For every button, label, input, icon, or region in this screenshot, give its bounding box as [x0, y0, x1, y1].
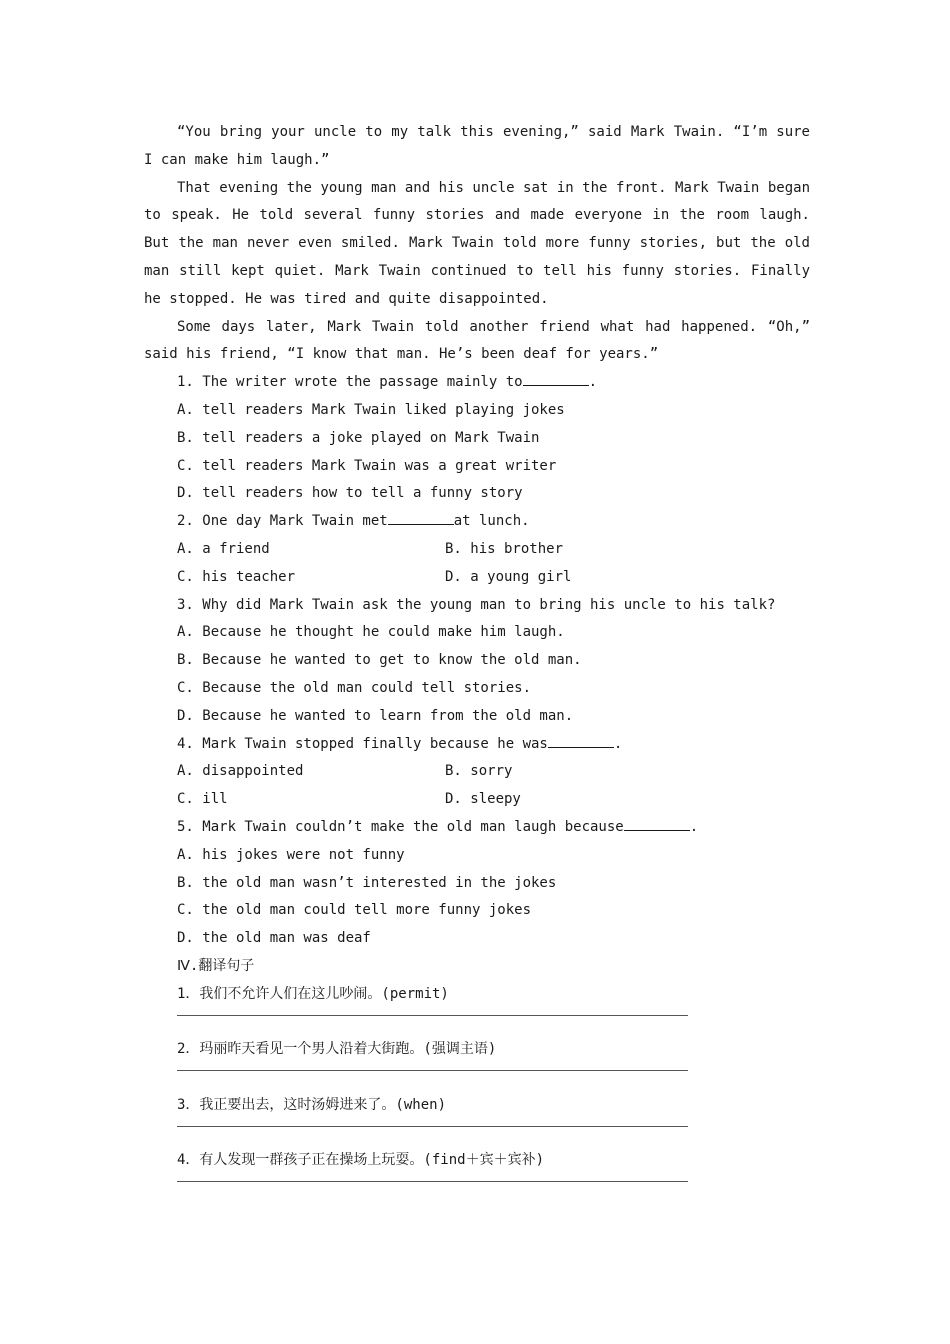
translation-item-4: 4．有人发现一群孩子正在操场上玩耍。(find＋宾＋宾补)	[177, 1152, 544, 1169]
option-c: C. ill	[177, 791, 228, 808]
question-stem: 3. Why did Mark Twain ask the young man to bring his uncle to his talk?	[177, 596, 776, 613]
option-b: B. Because he wanted to get to know the old man.	[177, 652, 582, 669]
options-row	[144, 786, 810, 814]
option-b: B. sorry	[445, 763, 513, 780]
question-stem: 1. The writer wrote the passage mainly to .	[144, 369, 810, 397]
option-c: C. his teacher	[177, 568, 296, 585]
question-stem: 4. Mark Twain stopped finally because he was .	[144, 731, 810, 759]
answer-line[interactable]	[177, 1009, 810, 1037]
option-c: C. the old man could tell more funny jokes	[177, 902, 532, 919]
option-b: B. tell readers a joke played on Mark Twain	[177, 429, 540, 446]
option-b: B. his brother	[445, 540, 564, 557]
document-page	[144, 119, 810, 1203]
answer-blank	[548, 733, 614, 748]
answer-line[interactable]	[177, 1064, 810, 1092]
option-d: D. sleepy	[445, 791, 521, 808]
section-heading: Ⅳ.翻译句子	[177, 957, 255, 974]
answer-line[interactable]	[177, 1120, 810, 1148]
question-1	[144, 369, 810, 508]
translation-item-3: 3．我正要出去，这时汤姆进来了。(when)	[177, 1096, 447, 1113]
answer-line[interactable]	[177, 1175, 810, 1203]
translation-item-1: 1．我们不允许人们在这儿吵闹。(permit)	[177, 985, 449, 1002]
options-row	[144, 758, 810, 786]
option-d: D. the old man was deaf	[177, 930, 371, 947]
passage-paragraph-2: That evening the young man and his uncle sat in the front. Mark Twain began to speak. He told several funny stories and made everyone in the room laugh. But the man never even smiled. Mark Twain told more funny stories, but the old man still kept quiet. Mark Twain continued to tell his funny stories. Finally he stopped. He was tired and quite disappointed.	[144, 179, 810, 307]
translation-item-2: 2．玛丽昨天看见一个男人沿着大街跑。(强调主语)	[177, 1041, 497, 1058]
option-c: C. tell readers Mark Twain was a great writer	[177, 457, 557, 474]
question-3	[144, 592, 810, 731]
passage-paragraph-1: “You bring your uncle to my talk this evening,” said Mark Twain. “I’m sure I can make him laugh.”	[144, 124, 810, 168]
question-stem: 2. One day Mark Twain met at lunch.	[144, 508, 810, 536]
option-d: D. Because he wanted to learn from the old man.	[177, 707, 574, 724]
question-5	[144, 814, 810, 953]
answer-blank	[388, 510, 454, 525]
option-a: A. disappointed	[177, 763, 304, 780]
option-c: C. Because the old man could tell stories.	[177, 679, 532, 696]
option-a: A. Because he thought he could make him laugh.	[177, 624, 565, 641]
options-row	[144, 564, 810, 592]
passage-paragraph-3: Some days later, Mark Twain told another friend what had happened. “Oh,” said his friend, “I know that man. He’s been deaf for years.”	[144, 318, 810, 363]
option-d: D. tell readers how to tell a funny story	[177, 485, 523, 502]
question-2	[144, 508, 810, 591]
option-a: A. his jokes were not funny	[177, 846, 405, 863]
answer-blank	[624, 816, 690, 831]
option-a: A. tell readers Mark Twain liked playing jokes	[177, 401, 565, 418]
option-a: A. a friend	[177, 540, 270, 557]
question-4	[144, 731, 810, 814]
option-d: D. a young girl	[445, 568, 572, 585]
question-stem: 5. Mark Twain couldn’t make the old man laugh because .	[144, 814, 810, 842]
option-b: B. the old man wasn’t interested in the jokes	[177, 874, 557, 891]
options-row	[144, 536, 810, 564]
answer-blank	[523, 371, 589, 386]
